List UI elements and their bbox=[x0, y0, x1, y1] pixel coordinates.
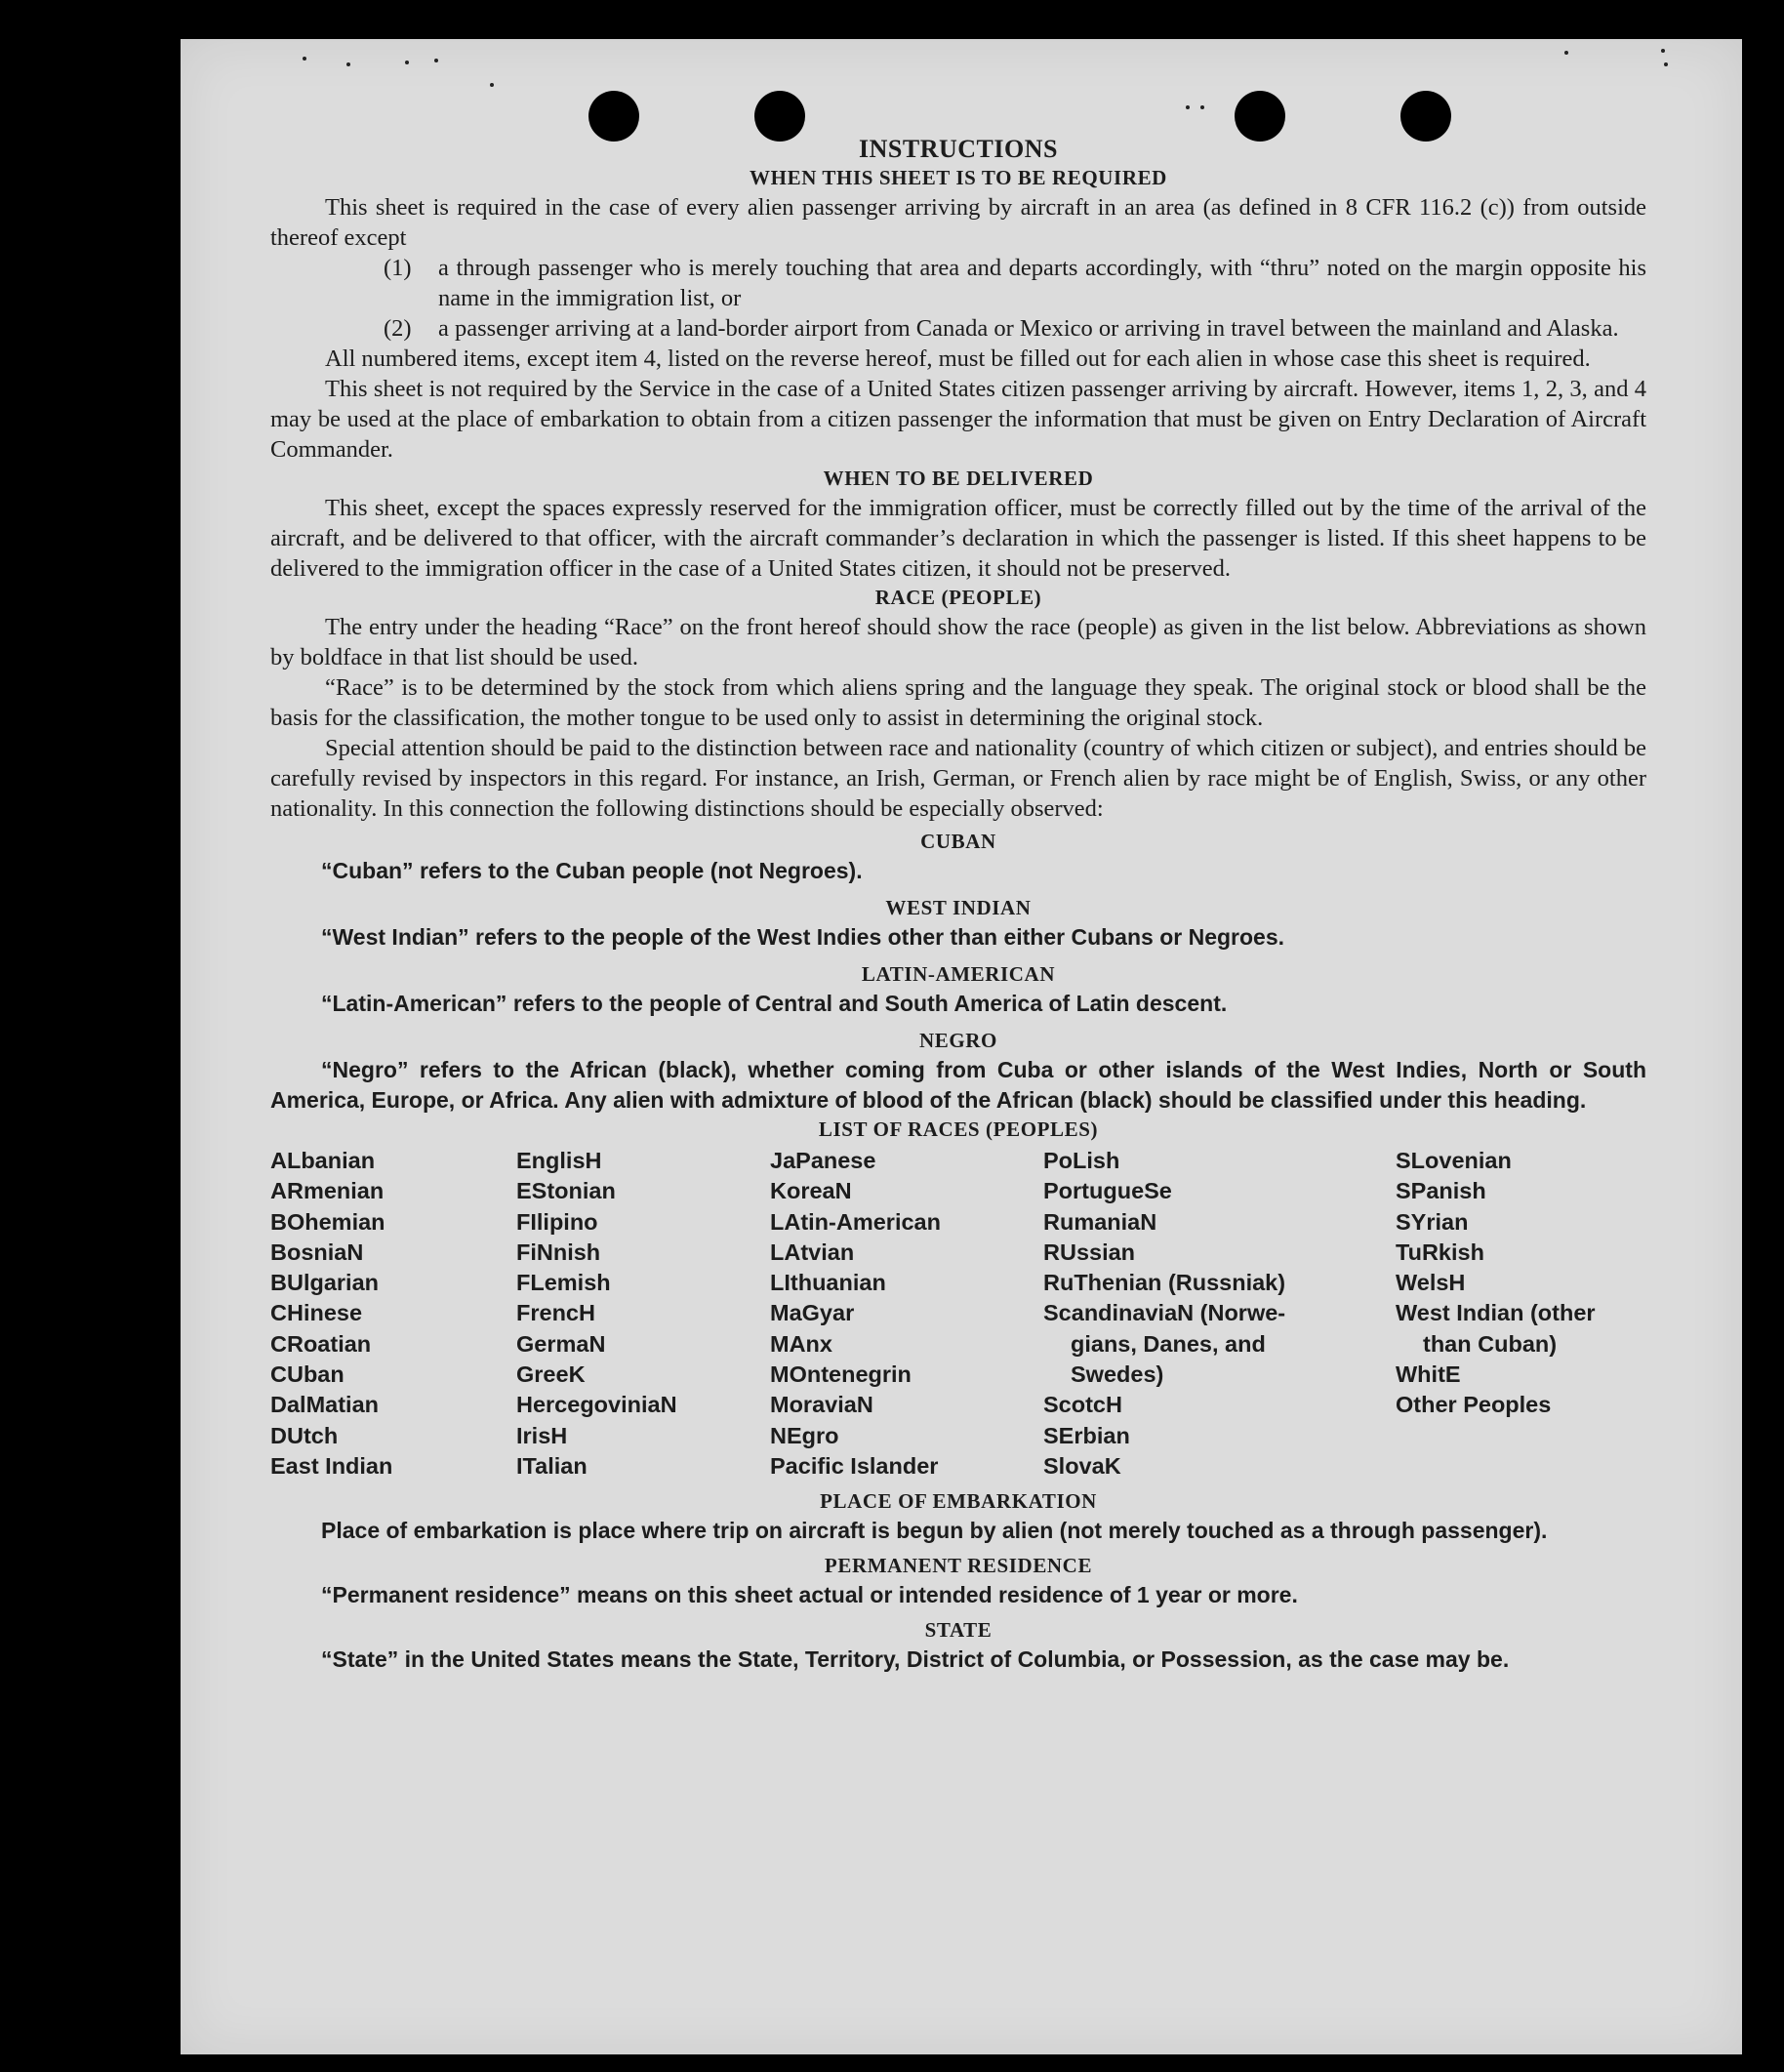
definition: “Negro” refers to the African (black), whether coming from Cuba or other islands of the West Indies, North or South America, Europe, or Africa. Any alien with admixture of blood of the African (black) should be classified under this heading. bbox=[270, 1057, 1646, 1113]
race-entry: FiNnish bbox=[516, 1239, 601, 1265]
numbered-item bbox=[384, 253, 1646, 313]
section-heading: STATE bbox=[924, 1618, 993, 1643]
paragraph: This sheet, except the spaces expressly reserved for the immigration officer, must be correctly filled out by the time of the arrival of the aircraft, and be delivered to that officer, with the aircraft commander’s declaration in which the passenger is listed. If this sheet happens to be delivered to the immigration officer in the case of a United States citizen, it should not be preserved. bbox=[270, 495, 1646, 582]
race-entry: IrisH bbox=[516, 1422, 568, 1448]
race-entry: HercegoviniaN bbox=[516, 1392, 677, 1418]
race-entry: LIthuanian bbox=[770, 1270, 886, 1296]
race-entry: MoraviaN bbox=[770, 1392, 873, 1418]
race-entry: SPanish bbox=[1396, 1178, 1486, 1204]
races-list bbox=[270, 1146, 1646, 1482]
race-entry: EStonian bbox=[516, 1178, 616, 1204]
document-sheet bbox=[181, 39, 1742, 2054]
race-entry: SErbian bbox=[1043, 1422, 1130, 1448]
section-heading: LIST OF RACES (PEOPLES) bbox=[818, 1117, 1099, 1141]
section-heading: RACE (PEOPLE) bbox=[874, 586, 1042, 609]
item-number: (2) bbox=[384, 315, 412, 342]
race-entry: ScandinaviaN (Norwe- bbox=[1043, 1300, 1286, 1326]
section-heading: WEST INDIAN bbox=[885, 896, 1032, 919]
race-entry: KoreaN bbox=[770, 1178, 852, 1204]
races-column bbox=[770, 1146, 1043, 1482]
race-entry: Other Peoples bbox=[1396, 1392, 1552, 1418]
race-entry: East Indian bbox=[270, 1452, 393, 1479]
race-entry: LAtvian bbox=[770, 1239, 855, 1265]
race-entry: than Cuban) bbox=[1423, 1330, 1558, 1357]
races-column bbox=[1043, 1146, 1396, 1482]
race-entry: RuThenian (Russniak) bbox=[1043, 1270, 1286, 1296]
definition: “Latin-American” refers to the people of Central and South America of Latin descent. bbox=[321, 991, 1228, 1016]
item-text: a through passenger who is merely touching that area and departs accordingly, with “thru” noted on the margin opposite his name in the immigration list, or bbox=[438, 255, 1646, 311]
item-text: a passenger arriving at a land-border airport from Canada or Mexico or arriving in travel between the mainland and Alaska. bbox=[438, 315, 1619, 342]
race-entry: ALbanian bbox=[270, 1148, 376, 1173]
section-heading: WHEN TO BE DELIVERED bbox=[823, 467, 1094, 490]
race-entry: GreeK bbox=[516, 1361, 586, 1388]
paragraph: All numbered items, except item 4, listed on the reverse hereof, must be filled out for each alien in whose case this sheet is required. bbox=[325, 345, 1591, 372]
races-column bbox=[516, 1146, 770, 1482]
paragraph: The entry under the heading “Race” on the front hereof should show the race (people) as given in the list below. Abbreviations as shown by boldface in that list should be used. bbox=[270, 614, 1646, 670]
race-entry: RUssian bbox=[1043, 1239, 1136, 1265]
race-entry: Swedes) bbox=[1071, 1361, 1164, 1388]
definition: “Permanent residence” means on this sheet actual or intended residence of 1 year or more. bbox=[321, 1582, 1298, 1608]
race-entry: BOhemian bbox=[270, 1208, 385, 1235]
race-entry: CHinese bbox=[270, 1300, 363, 1326]
race-entry: EnglisH bbox=[516, 1148, 602, 1173]
race-entry: JaPanese bbox=[770, 1148, 876, 1173]
paragraph: This sheet is not required by the Service in the case of a United States citizen passenger arriving by aircraft. However, items 1, 2, 3, and 4 may be used at the place of embarkation to obtain from a citizen passenger the information that must be given on Entry Declaration of Aircraft Commander. bbox=[270, 376, 1646, 463]
race-entry: DUtch bbox=[270, 1422, 339, 1448]
race-entry: LAtin-American bbox=[770, 1208, 941, 1235]
race-entry: DalMatian bbox=[270, 1392, 379, 1418]
race-entry: GermaN bbox=[516, 1330, 606, 1357]
section-heading: PERMANENT RESIDENCE bbox=[824, 1554, 1093, 1578]
race-entry: MAnx bbox=[770, 1330, 832, 1357]
race-entry: PortugueSe bbox=[1043, 1178, 1172, 1204]
section-heading: WHEN THIS SHEET IS TO BE REQUIRED bbox=[750, 166, 1167, 189]
race-entry: FIlipino bbox=[516, 1208, 598, 1235]
race-entry: BUlgarian bbox=[270, 1270, 379, 1296]
race-entry: WelsH bbox=[1396, 1270, 1466, 1296]
race-entry: SlovaK bbox=[1043, 1452, 1121, 1479]
definition: Place of embarkation is place where trip on aircraft is begun by alien (not merely touched as a through passenger). bbox=[321, 1518, 1548, 1544]
definition: “Cuban” refers to the Cuban people (not Negroes). bbox=[321, 858, 863, 883]
race-entry: NEgro bbox=[770, 1422, 839, 1448]
race-entry: TuRkish bbox=[1396, 1239, 1484, 1265]
definition: “West Indian” refers to the people of the West Indies other than either Cubans or Negroes. bbox=[321, 924, 1285, 950]
item-number: (1) bbox=[384, 255, 412, 281]
paragraph: This sheet is required in the case of every alien passenger arriving by aircraft in an area (as defined in 8 CFR 116.2 (c)) from outside thereof except bbox=[270, 194, 1646, 251]
race-entry: SYrian bbox=[1396, 1208, 1469, 1235]
paragraph: Special attention should be paid to the distinction between race and nationality (country of which citizen or subject), and entries should be carefully revised by inspectors in this regard. For instance, an Irish, German, or French alien by race might be of English, Swiss, or any other nationality. In this connection the following distinctions should be especially observed: bbox=[270, 735, 1646, 822]
section-heading: PLACE OF EMBARKATION bbox=[820, 1489, 1097, 1514]
race-entry: BosniaN bbox=[270, 1239, 364, 1265]
race-entry: FLemish bbox=[516, 1270, 611, 1296]
definition: “State” in the United States means the State, Territory, District of Columbia, or Possession, as the case may be. bbox=[321, 1646, 1510, 1673]
race-entry: ScotcH bbox=[1043, 1392, 1122, 1418]
instructions-content bbox=[270, 134, 1646, 1675]
race-entry: CRoatian bbox=[270, 1330, 372, 1357]
race-entry: CUban bbox=[270, 1361, 345, 1388]
paragraph: “Race” is to be determined by the stock from which aliens spring and the language they speak. The original stock or blood shall be the basis for the classification, the mother tongue to be used only to assist in determining the original stock. bbox=[270, 674, 1646, 731]
race-entry: FrencH bbox=[516, 1300, 595, 1326]
race-entry: MaGyar bbox=[770, 1300, 855, 1326]
race-entry: PoLish bbox=[1043, 1148, 1120, 1173]
numbered-item bbox=[384, 313, 1646, 344]
section-heading: NEGRO bbox=[918, 1029, 997, 1052]
race-entry: SLovenian bbox=[1396, 1148, 1512, 1173]
race-entry: West Indian (other bbox=[1396, 1300, 1596, 1326]
races-column bbox=[270, 1146, 516, 1482]
race-entry: MOntenegrin bbox=[770, 1361, 912, 1388]
races-column bbox=[1396, 1146, 1646, 1482]
race-entry: WhitE bbox=[1396, 1361, 1461, 1388]
race-entry: gians, Danes, and bbox=[1071, 1330, 1266, 1357]
race-entry: Pacific Islander bbox=[770, 1452, 939, 1479]
section-heading: CUBAN bbox=[920, 830, 996, 853]
race-entry: RumaniaN bbox=[1043, 1208, 1157, 1235]
race-entry: ARmenian bbox=[270, 1178, 385, 1204]
race-entry: ITalian bbox=[516, 1452, 588, 1479]
section-heading: LATIN-AMERICAN bbox=[861, 962, 1056, 986]
page-title: INSTRUCTIONS bbox=[859, 135, 1058, 163]
